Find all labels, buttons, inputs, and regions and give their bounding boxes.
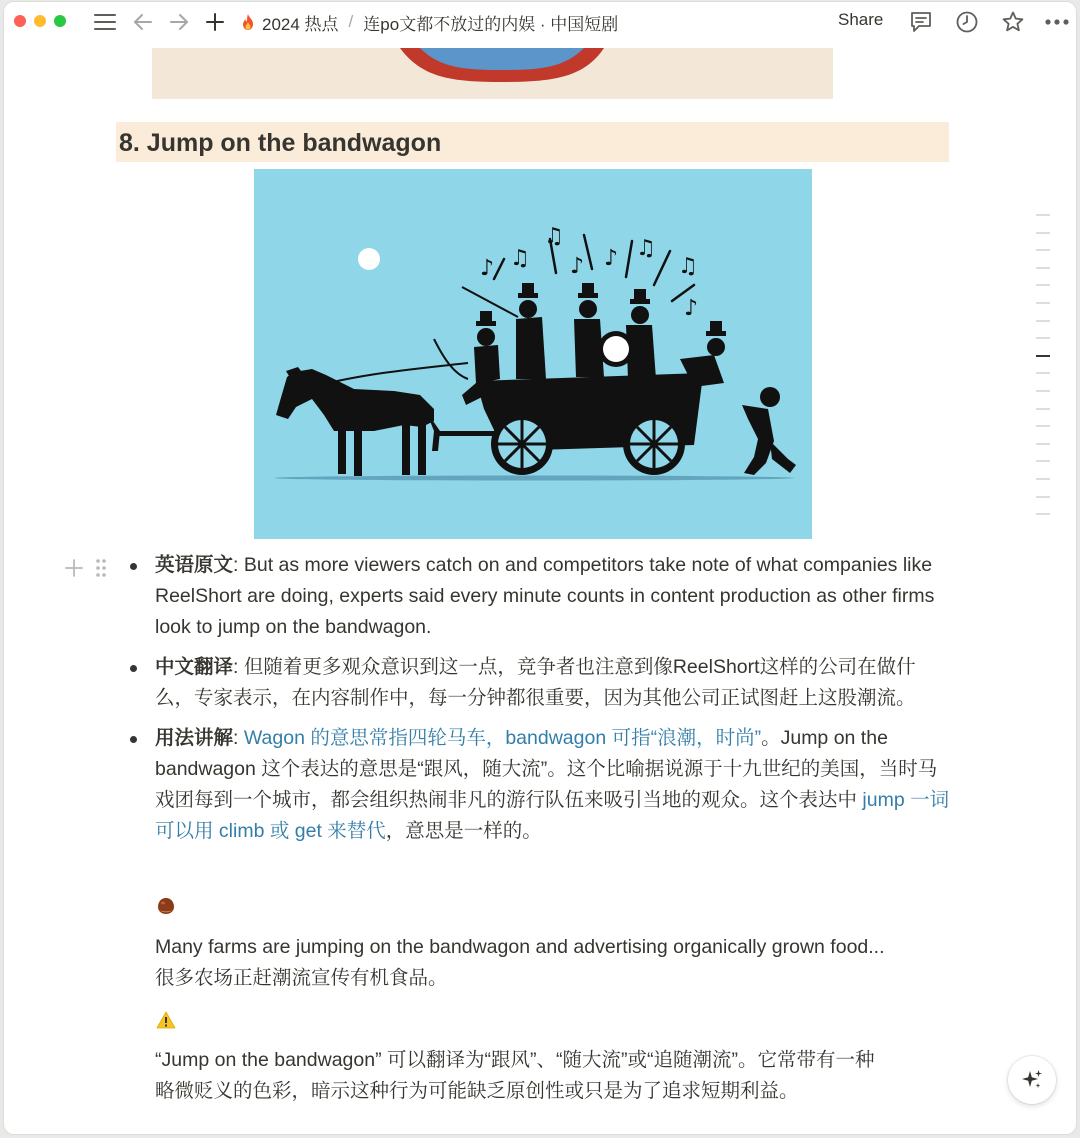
- bullet-label: 英语原文: [155, 554, 234, 576]
- svg-text:♫: ♫: [678, 254, 698, 279]
- bullet-label: 用法讲解: [155, 727, 234, 749]
- sparkle-icon: [1020, 1068, 1044, 1092]
- toc-line[interactable]: [1036, 460, 1050, 462]
- share-button[interactable]: Share: [838, 10, 884, 29]
- updates-clock-icon[interactable]: [952, 8, 982, 36]
- zoom-window-button[interactable]: [54, 15, 66, 27]
- ai-assistant-button[interactable]: [1008, 1056, 1056, 1104]
- toc-line[interactable]: [1036, 408, 1050, 410]
- toc-line[interactable]: [1036, 320, 1050, 322]
- more-options-icon[interactable]: [1042, 8, 1072, 36]
- back-arrow-icon[interactable]: [130, 8, 156, 36]
- bullet-english-original[interactable]: [124, 550, 954, 643]
- drag-handle-icon: [96, 559, 106, 577]
- bullet-usage-explanation[interactable]: [124, 723, 954, 847]
- note-line-2[interactable]: 略微贬义的色彩，暗示这种行为可能缺乏原创性或只是为了追求短期利益。: [155, 1080, 799, 1102]
- toc-line[interactable]: [1036, 249, 1050, 251]
- bullet-text: : 但随着更多观众意识到这一点，竞争者也注意到像ReelShort这样的公司在做什么，专家表示，在内容制作中，每一分钟都很重要，因为其他公司正试图赶上这股潮流。: [155, 656, 916, 709]
- toc-line[interactable]: [1036, 478, 1050, 480]
- toc-line[interactable]: [1036, 390, 1050, 392]
- note-line-1[interactable]: “Jump on the bandwagon” 可以翻译为“跟风”、“随大流”或“追随潮流”。它常带有一种: [155, 1049, 875, 1071]
- bullet-text-end: ，意思是一样的。: [385, 820, 542, 842]
- toc-line[interactable]: [1036, 302, 1050, 304]
- previous-section-image[interactable]: [152, 48, 833, 99]
- bullet-label: 中文翻译: [155, 656, 234, 678]
- close-window-button[interactable]: [14, 15, 26, 27]
- block-handle: [64, 556, 114, 580]
- section-heading[interactable]: 8. Jump on the bandwagon: [116, 122, 949, 162]
- toc-line[interactable]: [1036, 443, 1050, 445]
- add-block-plus-icon: [66, 560, 82, 576]
- bullet-colon: :: [233, 727, 244, 749]
- toc-line[interactable]: [1036, 496, 1050, 498]
- toc-line[interactable]: [1036, 214, 1050, 216]
- svg-text:♪: ♪: [480, 256, 495, 281]
- toc-line[interactable]: [1036, 513, 1050, 515]
- example-chinese-sentence[interactable]: 很多农场正赶潮流宣传有机食品。: [155, 967, 448, 989]
- breadcrumb: [240, 10, 618, 34]
- toc-line[interactable]: [1036, 372, 1050, 374]
- minimize-window-button[interactable]: [34, 15, 46, 27]
- toc-line[interactable]: [1036, 232, 1050, 234]
- favorite-star-icon[interactable]: [998, 8, 1028, 36]
- toc-line[interactable]: [1036, 425, 1050, 427]
- new-page-plus-icon[interactable]: [202, 8, 228, 36]
- forward-arrow-icon[interactable]: [166, 8, 192, 36]
- breadcrumb-current-page[interactable]: 连po文都不放过的内娱 · 中国短剧: [363, 14, 619, 34]
- bullet-text: 。Jump on the bandwagon 这个表达的意思是“跟风，随大流”。这个比喻据说源于十九世纪的美国，当时马戏团每到一个城市，都会组织热闹非凡的游行队伍来吸引当地的观众。这个表达中: [155, 727, 938, 811]
- bullet-text: : But as more viewers catch on and competitors take note of what companies like ReelShort are doing, experts said every minute counts in content production as other firms look to jump on the bandwagon.: [155, 554, 935, 638]
- svg-text:♫: ♫: [636, 236, 656, 261]
- bullet-list: [124, 550, 954, 856]
- top-bar: [4, 2, 1076, 42]
- toc-line[interactable]: [1036, 284, 1050, 286]
- sidebar-menu-icon[interactable]: [92, 8, 118, 36]
- bandwagon-illustration[interactable]: [254, 169, 812, 539]
- toc-line[interactable]: [1036, 267, 1050, 269]
- svg-text:♪: ♪: [684, 296, 699, 321]
- app-window: [4, 2, 1076, 1134]
- highlight-jump-alternatives: jump 一词可以用 climb 或 get 来替代: [155, 789, 950, 842]
- toc-line[interactable]: [1036, 355, 1050, 357]
- chestnut-icon: [156, 896, 176, 916]
- toc-line[interactable]: [1036, 337, 1050, 339]
- warning-icon: [156, 1010, 176, 1030]
- svg-text:♫: ♫: [544, 224, 564, 249]
- breadcrumb-parent-link[interactable]: 2024 热点: [262, 14, 339, 34]
- comments-icon[interactable]: [906, 8, 936, 36]
- table-of-contents-rail[interactable]: [1030, 214, 1050, 531]
- breadcrumb-separator: /: [348, 12, 354, 31]
- svg-text:♪: ♪: [570, 254, 585, 279]
- svg-text:♪: ♪: [604, 246, 619, 271]
- svg-text:♫: ♫: [510, 246, 530, 271]
- bullet-chinese-translation[interactable]: [124, 652, 954, 714]
- highlight-wagon-meaning: Wagon 的意思常指四轮马车，bandwagon 可指“浪潮，时尚”: [243, 727, 762, 749]
- fire-icon: [240, 13, 256, 31]
- example-english-sentence[interactable]: Many farms are jumping on the bandwagon and advertising organically grown food...: [155, 936, 885, 958]
